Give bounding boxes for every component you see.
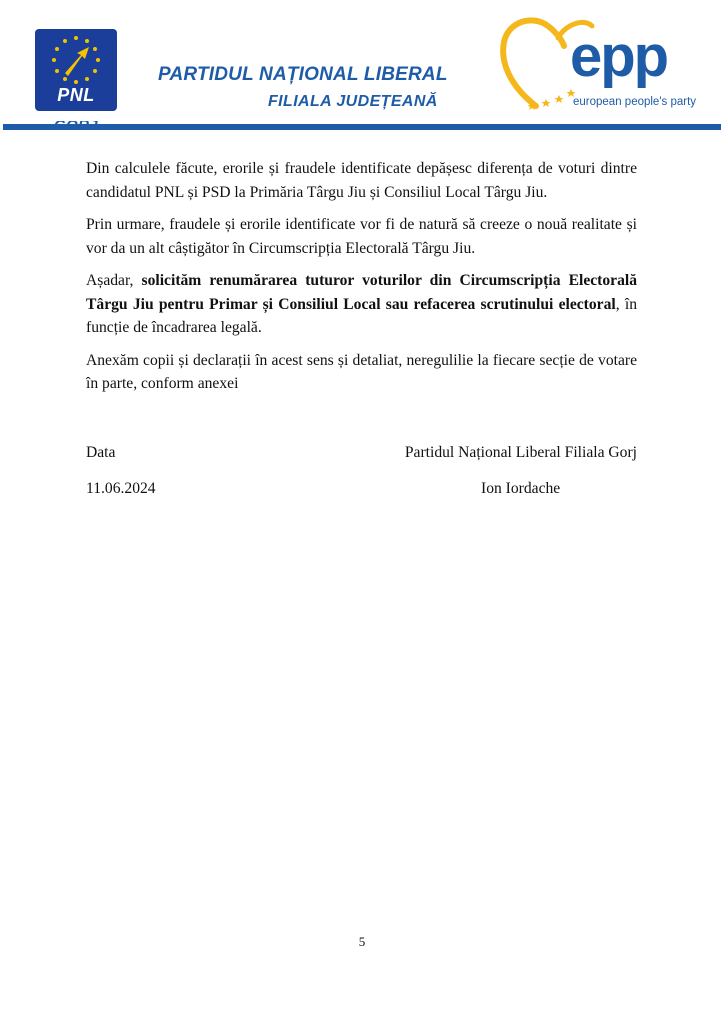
pnl-logo-text: PNL — [57, 85, 95, 105]
signatory-name: Ion Iordache — [481, 480, 561, 497]
header-divider — [3, 124, 721, 130]
date-label: Data — [86, 444, 116, 461]
paragraph-new-winner: Prin urmare, fraudele și erorile identificate vor fi de natură să creeze o nouă realitate și vor da un alt câștigător în Circumscripția Electorală Târgu Jiu. — [86, 216, 637, 257]
recount-request-bold: solicităm renumărarea tuturor voturilor din Circumscripția Electorală Târgu Jiu pentru Primar și Consiliul Local sau refacerea scrutinului electoral — [86, 272, 637, 313]
branch-name: FILIALA JUDEȚEANĂ — [268, 93, 438, 110]
signatory-organization: Partidul Național Liberal Filiala Gorj — [404, 444, 637, 461]
epp-logo — [496, 10, 710, 114]
paragraph-fraud-difference: Din calculele făcute, erorile și fraudele identificate depășesc diferența de voturi dintre candidatul PNL și PSD la Primăria Târgu Jiu și Consiliul Local Târgu Jiu. — [86, 160, 637, 201]
paragraph-annex: Anexăm copii și declarații în acest sens și detaliat, neregulilie la fiecare secție de votare în parte, conform anexei — [86, 351, 637, 392]
date-value: 11.06.2024 — [86, 480, 156, 497]
epp-wordmark: epp — [570, 24, 668, 89]
letter-body — [86, 157, 637, 405]
party-name: PARTIDUL NAȚIONAL LIBERAL — [158, 64, 448, 85]
pnl-logo — [35, 29, 117, 111]
page-number: 5 — [358, 934, 366, 949]
letterhead — [0, 0, 724, 145]
epp-tagline: european people's party — [573, 96, 697, 108]
paragraph-recount-request: Așadar, solicităm renumărarea tuturor voturilor din Circumscripția Electorală Târgu Jiu pentru Primar și Consiliul Local sau refacerea scrutinului electoral, în funcție de încadrarea legală. — [86, 272, 637, 336]
